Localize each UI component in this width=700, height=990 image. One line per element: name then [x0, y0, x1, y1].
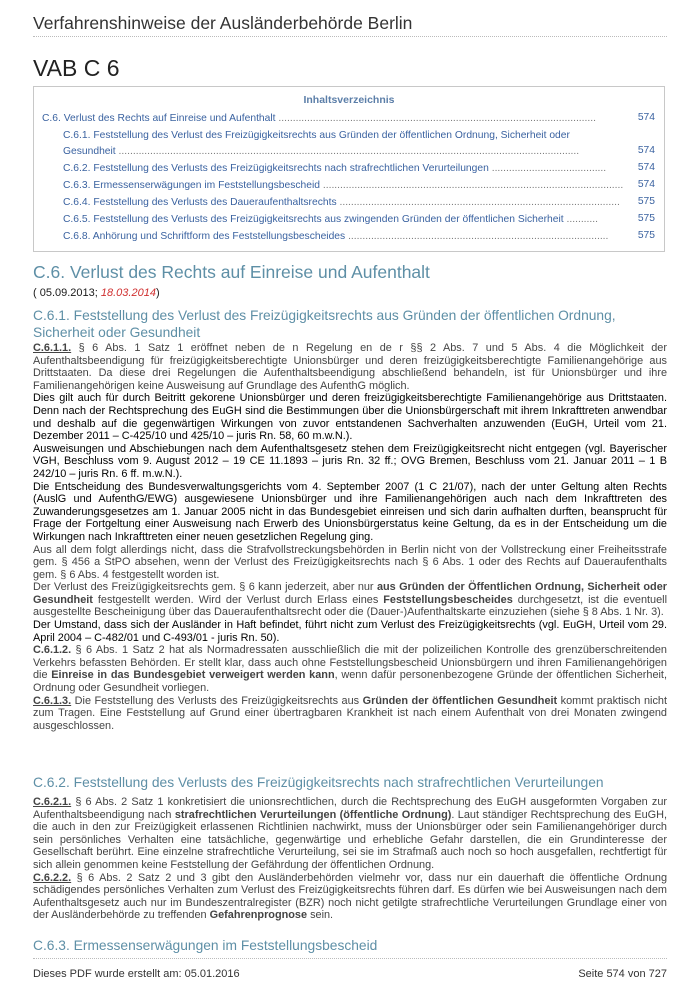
header-title: Verfahrenshinweise der Ausländerbehörde Berlin	[33, 13, 413, 33]
emphasis: aus Gründen der Öffentlichen Ordnung, Sicherheit oder Gesundheit	[33, 581, 668, 606]
paragraph-text: kommt praktisch nicht zum Tragen. Eine Feststellung auf Grund einer übertragbaren Krankheit ist nach einem Aufenthalt von drei Monaten zwingend ausgeschlossen.	[33, 694, 667, 732]
toc-heading: Inhaltsverzeichnis	[303, 94, 395, 106]
footer-created-date: Dieses PDF wurde erstellt am: 05.01.2016	[33, 968, 240, 980]
paragraph-text: Der Verlust des Freizügigkeitsrechts gem. § 6 kann jederzeit, aber nur	[33, 581, 377, 594]
paragraph-c613	[33, 695, 667, 733]
toc-leader: ..................................................................................................	[339, 197, 620, 208]
toc-page-number: 574	[637, 162, 655, 173]
toc-entry-label: C.6.3. Ermessenserwägungen im Feststellungsbescheid	[63, 180, 320, 191]
emphasis: Gefahrenprognose	[209, 909, 308, 922]
paragraph: Aus all dem folgt allerdings nicht, dass die Strafvollstreckungsbehörden in Berlin nicht von der Vollstreckung einer Freiheitsstrafe gem. § 456 a StPO absehen, wenn der Verlust des Freizügigkeitsrechts nach § 6 Abs. 1 oder des Rechts auf Daueraufenthalts gem. § 6 Abs. 4 festgestellt worden ist.	[33, 543, 667, 581]
toc-entry-label: Gesundheit	[63, 146, 116, 157]
subsection-body-c61	[33, 342, 667, 732]
paragraph-c611	[33, 342, 667, 392]
paragraph-c621	[33, 796, 667, 872]
paragraph: Die Entscheidung des Bundesverwaltungsgerichts vom 4. September 2007 (1 C 21/07), nach der unter Geltung alten Rechts (AuslG und AufenthG/EWG) ausgewiesene Unionsbürger und ihre Familienangehörigen auch nach dem Inkrafttreten des Zuwanderungsgesetzes am 1. Januar 2005 nicht in das Bundesgebiet einreisen und sich darin aufhalten durften, beansprucht für Frage der Fortgeltung einer Ausweisung nach Erwerb des Unionsbürgerstatus keine Geltung, da es in der Entscheidung um die Wirkungen nach Inkrafttreten einer neuen gesetzlichen Regelung ging.	[33, 480, 667, 543]
emphasis: Gründen der öffentlichen Gesundheit	[362, 694, 558, 707]
toc-page-number: 575	[637, 196, 655, 207]
emphasis: Feststellungsbescheides	[383, 593, 513, 606]
date-text: ( 05.09.2013;	[33, 287, 101, 299]
emphasis: strafrechtlichen Verurteilungen (öffentliche Ordnung)	[174, 808, 452, 821]
paragraph-text: § 6 Abs. 1 Satz 2 hat als Normadressaten ausschließlich die mit der polizeilichen Kontrolle des grenzüberschreitenden Verkehrs befassten Behörden. Er stellt klar, dass auch ohne Feststellungsbescheid Unionsbürgern und ihren Familienangehörigen die	[33, 644, 667, 682]
paragraph-c612	[33, 644, 667, 694]
paragraph	[33, 581, 667, 619]
paragraph: Dies gilt auch für durch Beitritt gekorene Unionsbürger und deren freizügigkeitsberechtigte Familienangehörige aus Drittstaaten. Denn nach der Rechtsprechung des EuGH sind die Bestimmungen über die Unionsbürgerschaft mit ihrem Inkrafttreten anwendbar und deshalb auf die gegenwärtigen Wirkungen von zuvor entstandenen Sachverhalten anzuwenden (EuGH, Urteil vom 21. Dezember 2011 – C-425/10 und 425/10 – juris Rn. 58, 60 m.w.N.).	[33, 392, 667, 443]
paragraph-number: C.6.1.2.	[33, 644, 72, 657]
document-title: VAB C 6	[33, 55, 120, 81]
footer-divider	[33, 958, 667, 959]
toc-page-number: 574	[637, 179, 655, 190]
footer-page-number: Seite 574 von 727	[578, 968, 667, 980]
toc-entry-c61-continued[interactable]	[63, 145, 579, 158]
subsection-heading-c62: C.6.2. Feststellung des Verlusts des Freizügigkeitsrechts nach strafrechtlichen Verurteilungen	[33, 775, 604, 790]
paragraph-number: C.6.1.3.	[33, 694, 72, 707]
paragraph: Ausweisungen und Abschiebungen nach dem Aufenthaltsgesetz stehen dem Freizügigkeitsrecht nicht entgegen (vgl. Bayerischer VGH, Beschluss vom 9. August 2012 – 19 CE 11.1893 – juris Rn. 32 ff.; OVG Bremen, Beschluss vom 21. Januar 2011 – 1 B 242/10 – juris Rn. 6 ff. m.w.N.).	[33, 442, 667, 480]
paragraph-text: sein.	[307, 909, 334, 922]
paragraph: Der Umstand, dass sich der Ausländer in Haft befindet, führt nicht zum Verlust des Freizügigkeitsrechts (vgl. EuGH, Urteil vom 29. April 2004 – C-482/01 und C-493/01 - juris Rn. 50).	[33, 619, 667, 644]
toc-leader: ...........	[566, 214, 598, 225]
toc-page-number: 574	[637, 112, 655, 123]
section-date	[33, 287, 160, 299]
subsection-heading-c61: C.6.1. Feststellung des Verlust des Freizügigkeitsrechts aus Gründen der öffentlichen Ordnung, Sicherheit oder Gesundheit	[33, 308, 616, 340]
header-divider	[33, 36, 667, 37]
toc-leader: ........................................	[491, 163, 607, 174]
paragraph-text: festgestellt werden. Wird der Verlust durch Erlass eines	[92, 593, 384, 606]
toc-entry-label: C.6.8. Anhörung und Schriftform des Feststellungsbescheides	[63, 231, 346, 242]
paragraph-text: . Laut ständiger Rechtsprechung des EuGH, die auch in den zur Freizügigkeit erlassenen Richtlinien nachwirkt, muss der Unionsbürger oder sein Familienangehöriger durch sein persönliches Verhalten eine tatsächliche, gegenwärtige und erhebliche Gefahr darstellen, die ein Grundinteresse der Gesellschaft berührt. Eine einzelne strafrechtliche Verurteilung, sei sie im Strafmaß auch noch so hoch ausgefallen, rechtfertigt für sich allein genommen keine Feststellung der Gefährdung der öffentlichen Ordnung.	[33, 808, 667, 871]
toc-entry-c65[interactable]	[63, 213, 598, 226]
paragraph-text: § 6 Abs. 2 Satz 2 und 3 gibt den Ausländerbehörden vielmehr vor, dass nur ein dauerhaft die öffentliche Ordnung schädigendes persönliches Verhalten zum Verlust des Freizügigkeitsrechts führen darf. Es dürfen wie bei Ausweisungen nach dem Aufenthaltsgesetz auch nur im Bundeszentralregister (BZR) noch nicht getilgte strafrechtliche Verurteilungen Grundlage einer von der Ausländerbehörde zu treffenden	[33, 871, 667, 922]
toc-leader: .........................................................................................................	[322, 180, 624, 191]
toc-leader: ...............................................................................................................	[278, 113, 596, 124]
toc-entry-label: C.6.1. Feststellung des Verlust des Freizügigkeitsrechts aus Gründen der öffentlichen Ordnung, Sicherheit oder	[63, 130, 570, 141]
paragraph-number: C.6.2.2.	[33, 871, 72, 884]
toc-entry-c61[interactable]	[63, 129, 570, 142]
paragraph-number: C.6.1.1.	[33, 342, 72, 354]
toc-entry-c68[interactable]	[63, 230, 608, 243]
toc-entry-c62[interactable]	[63, 162, 606, 175]
paragraph-text: § 6 Abs. 2 Satz 1 konkretisiert die unionsrechtlichen, durch die Rechtsprechung des EuGH ausgeformten Vorgaben zur Aufenthaltsbeendigung nach	[33, 796, 667, 821]
toc-entry-c63[interactable]	[63, 179, 623, 192]
date-updated: 18.03.2014	[100, 287, 156, 299]
toc-leader: ...........................................................................................	[348, 231, 609, 242]
toc-page-number: 575	[637, 230, 655, 241]
paragraph-text: , wenn dafür personenbezogene Gründe der öffentlichen Sicherheit, Ordnung oder Gesundheit vorliegen.	[33, 669, 667, 695]
subsection-heading-c63: C.6.3. Ermessenserwägungen im Feststellungsbescheid	[33, 938, 378, 953]
date-close: )	[155, 287, 160, 299]
toc-entry-c6[interactable]	[42, 112, 596, 125]
subsection-body-c62	[33, 796, 667, 922]
emphasis: Einreise in das Bundesgebiet verweigert werden kann	[51, 669, 335, 682]
paragraph-c622	[33, 872, 667, 922]
toc-entry-c64[interactable]	[63, 196, 620, 209]
section-heading: C.6. Verlust des Rechts auf Einreise und Aufenthalt	[33, 262, 430, 282]
paragraph-number: C.6.2.1.	[33, 796, 72, 808]
paragraph-text: durchgesetzt, ist die eventuell ausgestellte Bescheinigung über das Daueraufenthaltsrecht oder die (Dauer-)Aufenthaltskarte einzuziehen (siehe § 8 Abs. 1 Nr. 3).	[33, 593, 667, 619]
toc-leader: .................................................................................................................................................................	[118, 146, 580, 157]
toc-page-number: 574	[637, 145, 655, 156]
toc-entry-label: C.6.4. Feststellung des Verlusts des Daueraufenthaltsrechts	[63, 197, 337, 208]
paragraph-text: Die Feststellung des Verlusts des Freizügigkeitsrechts aus	[71, 694, 363, 707]
paragraph-text: § 6 Abs. 1 Satz 1 eröffnet neben de n Regelung en de r §§ 2 Abs. 7 und 5 Abs. 4 die Möglichkeit der Aufenthaltsbeendigung für freizügigkeitsberechtigte Unionsbürger und deren freizügigkeitsberechtigte Familienangehörige aus Drittstaaten. Da diese drei Regelungen die Aufenthaltsbeendigung abschließend behandeln, ist für Unionsbürger und ihre Familienangehörigen keine Ausweisung auf Grundlage des AufenthG möglich.	[33, 342, 667, 392]
toc-page-number: 575	[637, 213, 655, 224]
toc-entry-label: C.6. Verlust des Rechts auf Einreise und Aufenthalt	[42, 113, 276, 124]
toc-entry-label: C.6.5. Feststellung des Verlusts des Freizügigkeitsrechts aus zwingenden Gründen der öffentlichen Sicherheit	[63, 214, 564, 225]
toc-entry-label: C.6.2. Feststellung des Verlusts des Freizügigkeitsrechts nach strafrechtlichen Verurteilungen	[63, 163, 489, 174]
table-of-contents	[33, 86, 665, 252]
